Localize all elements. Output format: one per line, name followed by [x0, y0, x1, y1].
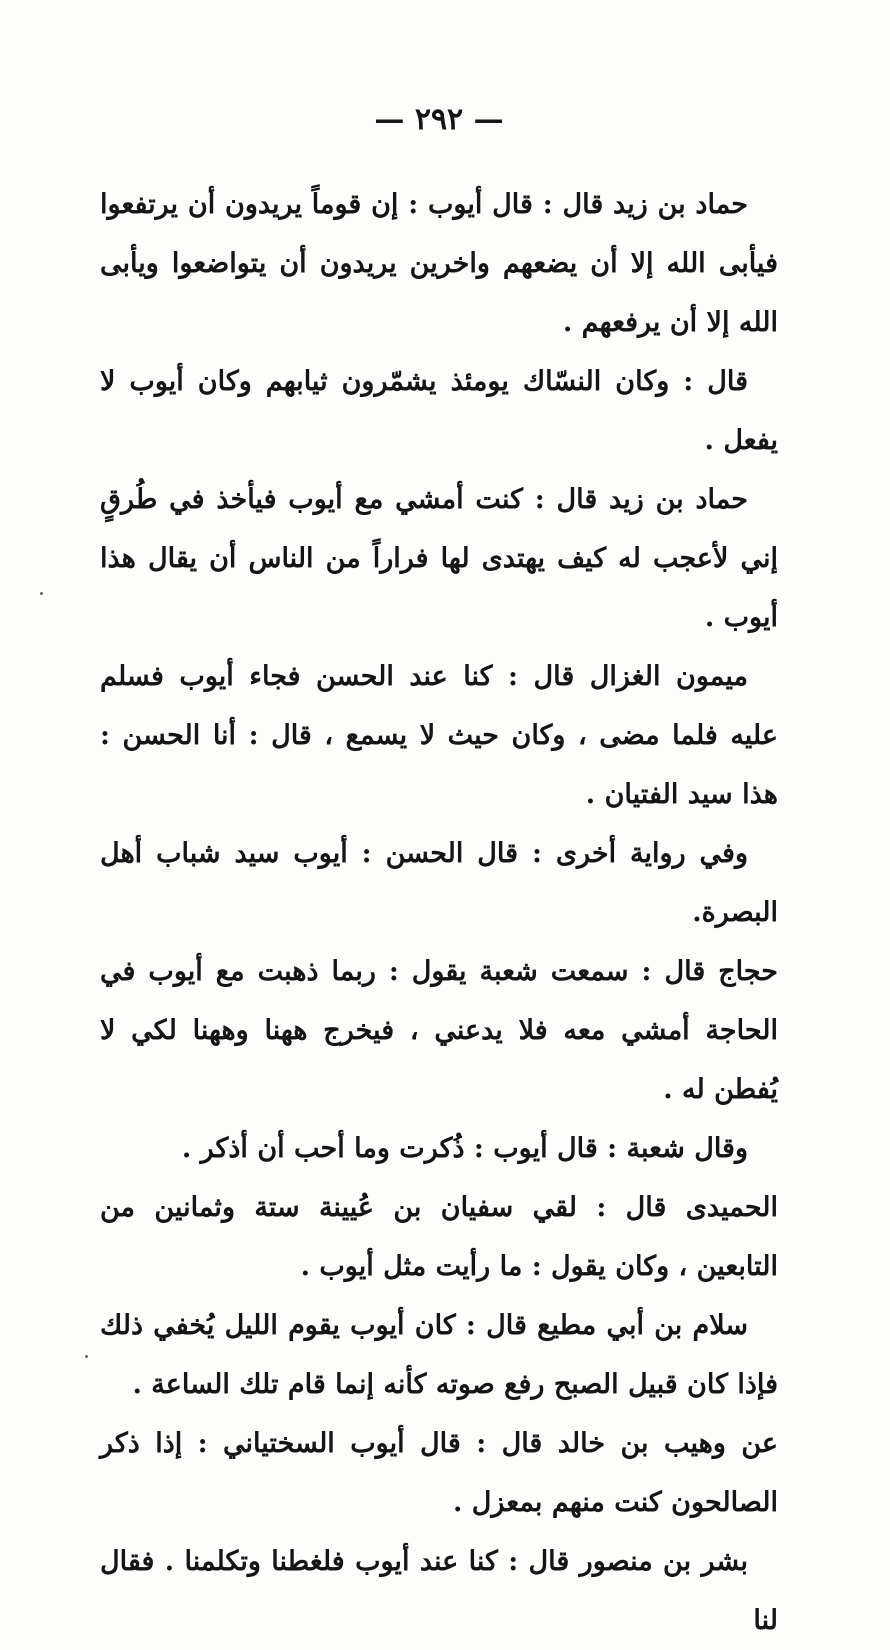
paragraph: بشر بن منصور قال : كنا عند أيوب فلغطنا وتكلمنا . فقال لنا: [100, 1546, 778, 1636]
paragraph: حماد بن زيد قال : قال أيوب : إن قوماً يريدون أن يرتفعوا فيأبى الله إلا أن يضعهم واخرين يريدون أن يتواضعوا ويأبى الله إلا أن يرفعهم .: [100, 189, 778, 338]
paragraph: حماد بن زيد قال : كنت أمشي مع أيوب فيأخذ في طُرقٍ إني لأعجب له كيف يهتدى لها فراراً من الناس أن يقال هذا أيوب .: [100, 484, 778, 633]
paragraph: حجاج قال : سمعت شعبة يقول : ربما ذهبت مع أيوب في الحاجة أمشي معه فلا يدعني ، فيخرج ههنا وههنا لكي لا يُفطن له .: [100, 956, 778, 1105]
paragraph: وفي رواية أخرى : قال الحسن : أيوب سيد شباب أهل البصرة.: [100, 838, 778, 928]
paragraph: سلام بن أبي مطيع قال : كان أيوب يقوم الليل يُخفي ذلك فإذا كان قبيل الصبح رفع صوته كأنه إنما قام تلك الساعة .: [100, 1310, 778, 1400]
paragraph: عن وهيب بن خالد قال : قال أيوب السختياني : إذا ذكر الصالحون كنت منهم بمعزل .: [100, 1428, 778, 1518]
paragraph: الحميدى قال : لقي سفيان بن عُيينة ستة وثمانين من التابعين ، وكان يقول : ما رأيت مثل أيوب .: [100, 1192, 778, 1282]
paragraph: ميمون الغزال قال : كنا عند الحسن فجاء أيوب فسلم عليه فلما مضى ، وكان حيث لا يسمع ، قال : أنا الحسن : هذا سيد الفتيان .: [100, 661, 778, 810]
page-number: — ٢٩٢ —: [374, 102, 504, 137]
paper-speck: [40, 592, 43, 595]
paragraph: قال : وكان النسّاك يومئذ يشمّرون ثيابهم وكان أيوب لا يفعل .: [100, 366, 778, 456]
text-body: [100, 175, 778, 1650]
paragraph: وقال شعبة : قال أيوب : ذُكرت وما أحب أن أذكر .: [181, 1133, 748, 1164]
paper-speck: [85, 1355, 88, 1358]
